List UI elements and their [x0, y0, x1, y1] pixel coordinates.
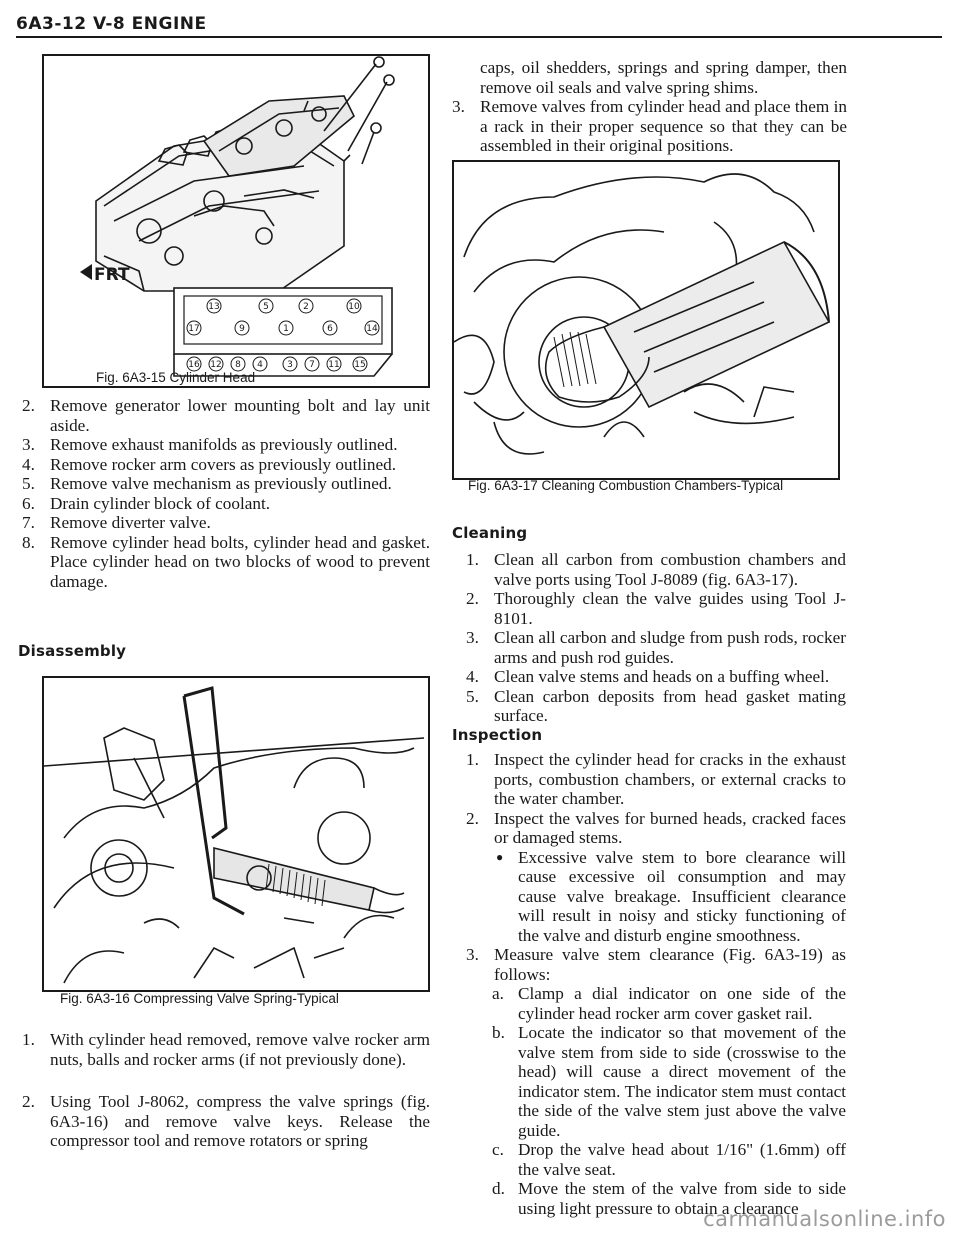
step-item [466, 687, 846, 726]
substep-text: Move the stem of the valve from side to side using light pressure to obtain a clearance [518, 1179, 846, 1218]
substep-letter: b. [492, 1023, 505, 1042]
step-item [466, 809, 846, 848]
step-text: Clean all carbon from combustion chambers and valve ports using Tool J-8089 (fig. 6A3-17). [494, 550, 846, 589]
step-item [22, 513, 430, 533]
substep-text: Clamp a dial indicator on one side of the cylinder head rocker arm cover gasket rail. [518, 984, 846, 1023]
bullet-item [466, 848, 846, 946]
inspection-steps [466, 750, 846, 1218]
step-item [22, 435, 430, 455]
step-text: Remove valve mechanism as previously outlined. [50, 474, 392, 493]
seq-4: 4 [257, 360, 263, 370]
substep-text: Drop the valve head about 1/16" (1.6mm) off the valve seat. [518, 1140, 846, 1179]
step-number: 3. [22, 435, 35, 454]
step-text: Thoroughly clean the valve guides using Tool J-8101. [494, 589, 846, 628]
inspection-heading: Inspection [452, 726, 543, 744]
seq-7: 7 [309, 360, 315, 370]
step-text: Measure valve stem clearance (Fig. 6A3-19) as follows: [494, 945, 846, 984]
figure-cylinder-head [42, 54, 430, 388]
step-text: With cylinder head removed, remove valve rocker arm nuts, balls and rocker arms (if not previously done). [50, 1030, 430, 1069]
step-number: 7. [22, 513, 35, 532]
step-item [22, 1092, 430, 1151]
seq-3: 3 [287, 360, 293, 370]
seq-1: 1 [283, 324, 289, 334]
fig16-caption: Fig. 6A3-16 Compressing Valve Spring-Typical [60, 991, 339, 1006]
step-number: 4. [466, 667, 479, 686]
step-text: Remove diverter valve. [50, 513, 211, 532]
step-text: Remove valves from cylinder head and place them in a rack in their proper sequence so that they can be assembled in their original positions. [480, 97, 847, 155]
step-text: Clean valve stems and heads on a buffing wheel. [494, 667, 830, 686]
step-number: 2. [466, 589, 479, 608]
disassembly-heading: Disassembly [18, 642, 127, 660]
step-item [466, 945, 846, 984]
step-text: Clean all carbon and sludge from push rods, rocker arms and push rod guides. [494, 628, 846, 667]
step-text: Inspect the cylinder head for cracks in the exhaust ports, combustion chambers, or external cracks to the water chamber. [494, 750, 846, 808]
header-rule [16, 36, 942, 38]
step-number: 3. [466, 945, 479, 964]
step-text: caps, oil shedders, springs and spring damper, then remove oil seals and valve spring shims. [480, 58, 847, 97]
cylinder-head-illustration [44, 56, 428, 386]
cleaning-steps [466, 550, 846, 726]
step-text: Inspect the valves for burned heads, cracked faces or damaged stems. [494, 808, 846, 847]
step-text: Remove exhaust manifolds as previously outlined. [50, 435, 398, 454]
figure-compressing-valve-spring [42, 676, 430, 992]
substep-letter: d. [492, 1179, 505, 1198]
step-item [466, 667, 846, 687]
seq-10: 10 [348, 302, 360, 312]
step-item [466, 628, 846, 667]
step-item [22, 396, 430, 435]
seq-15: 15 [354, 360, 366, 370]
step-text: Remove cylinder head bolts, cylinder head and gasket. Place cylinder head on two blocks of wood to prevent damage. [50, 532, 430, 591]
valve-spring-compressor-illustration [44, 678, 428, 990]
seq-11: 11 [328, 360, 340, 370]
step-item [22, 533, 430, 592]
step-item [22, 1030, 430, 1069]
substep-text: Locate the indicator so that movement of the valve stem from side to side (crosswise to the head) will cause a direct movement of the indicator stem. The indicator stem must contact the side of the valve stem just above the valve guide. [518, 1023, 846, 1140]
fig17-caption: Fig. 6A3-17 Cleaning Combustion Chambers-Typical [468, 478, 784, 493]
bullet-text: Excessive valve stem to bore clearance will cause excessive oil consumption and may cause valve breakage. Insufficient clearance will result in noisy and sticky functioning of the valve and disturb engine smoothness. [518, 847, 846, 945]
step-text: Using Tool J-8062, compress the valve springs (fig. 6A3-16) and remove valve keys. Release the compressor tool and remove rotators or spring [50, 1092, 430, 1150]
step-number: 2. [466, 808, 479, 828]
seq-16: 16 [188, 360, 200, 370]
step-number: 2. [22, 396, 35, 415]
removal-steps [22, 396, 430, 591]
substep-item [466, 984, 846, 1023]
step-continuation [452, 58, 847, 97]
disassembly-continued [452, 58, 847, 156]
step-item [466, 550, 846, 589]
seq-12: 12 [210, 360, 222, 370]
seq-2: 2 [303, 302, 309, 312]
seq-17: 17 [188, 324, 200, 334]
disassembly-steps [22, 1030, 430, 1151]
step-number: 5. [466, 686, 479, 706]
step-item [22, 455, 430, 475]
substep-item [466, 1140, 846, 1179]
step-number: 1. [466, 550, 479, 569]
step-item [22, 494, 430, 514]
step-text: Clean carbon deposits from head gasket mating surface. [494, 686, 846, 725]
step-number: 2. [22, 1092, 35, 1111]
seq-9: 9 [239, 324, 245, 334]
substep-letter: a. [492, 984, 504, 1003]
frt-label: FRT [94, 265, 130, 285]
step-text: Drain cylinder block of coolant. [50, 493, 271, 513]
cleaning-chambers-illustration [454, 162, 838, 478]
step-text: Remove rocker arm covers as previously outlined. [50, 454, 397, 474]
step-item [466, 589, 846, 628]
step-text: Remove generator lower mounting bolt and lay unit aside. [50, 396, 430, 435]
step-item [466, 750, 846, 809]
step-number: 8. [22, 532, 35, 552]
seq-13: 13 [208, 302, 220, 312]
step-item [452, 97, 847, 156]
seq-5: 5 [263, 302, 269, 312]
seq-14: 14 [366, 324, 378, 334]
seq-8: 8 [235, 360, 241, 370]
step-number: 1. [466, 750, 479, 769]
substep-letter: c. [492, 1140, 504, 1159]
substep-item [466, 1023, 846, 1140]
page-header: 6A3-12 V-8 ENGINE [16, 14, 207, 34]
step-number: 3. [452, 97, 465, 116]
watermark: carmanualsonline.info [703, 1207, 946, 1231]
figure-cleaning-combustion-chambers [452, 160, 840, 480]
seq-6: 6 [327, 324, 333, 334]
step-item [22, 474, 430, 494]
step-number: 3. [466, 628, 479, 647]
bullet-mark: ● [496, 849, 504, 864]
fig15-caption: Fig. 6A3-15 Cylinder Head [96, 370, 256, 385]
cleaning-heading: Cleaning [452, 524, 528, 542]
step-number: 1. [22, 1030, 35, 1049]
step-number: 4. [22, 454, 35, 474]
step-number: 5. [22, 474, 35, 493]
step-number: 6. [22, 493, 35, 513]
